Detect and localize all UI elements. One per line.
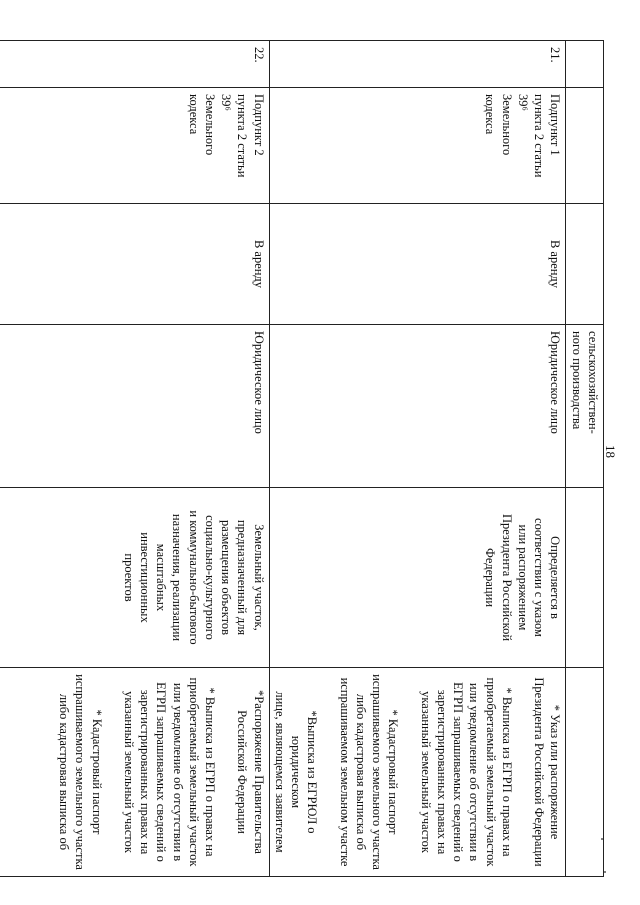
text-line: *Выписка из ЕГРЮЛ о юридическом (289, 710, 320, 834)
text-line: Президента Российской Федерации (532, 677, 547, 867)
text-line: масштабных (154, 543, 169, 612)
table-row (566, 41, 604, 877)
land-provision-table (0, 40, 604, 877)
text-line: Подпункт 2 (251, 94, 266, 156)
text-line: Земельного (499, 94, 514, 156)
table-row (0, 41, 269, 877)
text-line: Земельный участок, (251, 524, 266, 631)
cell-provision-type (566, 204, 604, 325)
text-line: предназначенный для (235, 519, 250, 636)
text-line: или уведомление об отсутствии в (170, 682, 185, 862)
cell-legal-basis (0, 88, 269, 204)
cell-number: 21. (269, 41, 566, 88)
text-line: кодекса (483, 94, 498, 135)
document-item (272, 674, 321, 870)
cell-legal-basis (566, 88, 604, 204)
cell-number (566, 41, 604, 88)
text-line: Подпункт 1 (548, 94, 563, 156)
text-line: * Кадастровый паспорт (386, 709, 401, 835)
text-line: или распоряжением (516, 524, 530, 631)
text-line: * Выписка из ЕГРП о правах на (203, 687, 218, 857)
text-line: испрашиваемого земельного участка (73, 674, 88, 870)
text-line: испрашиваемого земельного участка (370, 674, 385, 870)
text-line: Определяется в (548, 536, 563, 619)
cell-provision-type: В аренду (269, 204, 566, 325)
cell-number: 22. (0, 41, 269, 88)
text-line: или уведомление об отсутствии в (467, 682, 482, 862)
document-item (56, 674, 105, 870)
text-line: * Выписка из ЕГРП о правах на (500, 687, 514, 857)
text-line: проектов (121, 553, 136, 602)
text-line: либо кадастровая выписка об (57, 693, 72, 851)
cell-land-plot (0, 488, 269, 668)
text-line: Российской Федерации (235, 710, 250, 834)
text-line: размещения объектов (219, 519, 234, 636)
document-item (531, 674, 564, 870)
text-line: приобретаемый земельный участок (187, 677, 201, 867)
document-item (234, 674, 267, 870)
text-line: лице, являющемся заявителем (273, 691, 287, 853)
text-line: зарегистрированных правах на (138, 689, 153, 855)
text-line: Федерации (483, 547, 498, 608)
text-line: Президента Российской (499, 513, 514, 642)
text-line: Земельного (203, 94, 217, 156)
page-number: 18 (603, 445, 618, 458)
text-line: *Распоряжение Правительства (251, 690, 266, 854)
cell-documents (0, 668, 269, 877)
text-line: Юридическое лицо (251, 331, 266, 434)
text-line: назначения, реализации (170, 513, 185, 642)
text-line: пункта 2 статьи 39⁶ (516, 94, 547, 178)
table-row (269, 41, 566, 877)
text-line: и коммунально-бытового (186, 510, 201, 645)
text-line: инвестиционных (138, 532, 152, 623)
text-line: * Указ или распоряжение (548, 704, 563, 840)
cell-applicant (269, 325, 566, 488)
text-line: сельскохозяйствен- (586, 331, 600, 434)
text-line: пункта 2 статьи 39⁶ (219, 94, 250, 178)
cell-documents (566, 668, 604, 877)
document-item (337, 674, 402, 870)
text-line: указанный земельный участок (418, 691, 433, 853)
cell-documents (269, 668, 566, 877)
cell-legal-basis (269, 88, 566, 204)
text-line: ЕГРП запрашиваемых сведений о (451, 682, 466, 862)
cell-applicant (566, 325, 604, 488)
document-item (121, 674, 219, 870)
cell-provision-type: В аренду (0, 204, 269, 325)
text-line: либо кадастровая выписка об (354, 693, 368, 851)
text-line: социально-культурного (203, 515, 217, 640)
cell-land-plot (566, 488, 604, 668)
cell-land-plot (269, 488, 566, 668)
text-line: кодекса (186, 94, 201, 135)
text-line: зарегистрированных правах на (435, 689, 449, 855)
text-line: приобретаемый земельный участок (483, 677, 498, 867)
text-line: испрашиваемом земельном участке (337, 677, 352, 867)
text-line: соответствии с указом (532, 518, 547, 637)
text-line: ЕГРП запрашиваемых сведений о (154, 682, 169, 862)
text-line: * Кадастровый паспорт (89, 709, 104, 835)
document-item (418, 674, 516, 870)
scan-speck (601, 838, 603, 840)
cell-applicant (0, 325, 269, 488)
text-line: Юридическое лицо (548, 331, 563, 434)
scan-speck (604, 871, 606, 873)
text-line: указанный земельный участок (122, 691, 136, 853)
text-line: ного производства (569, 331, 584, 430)
